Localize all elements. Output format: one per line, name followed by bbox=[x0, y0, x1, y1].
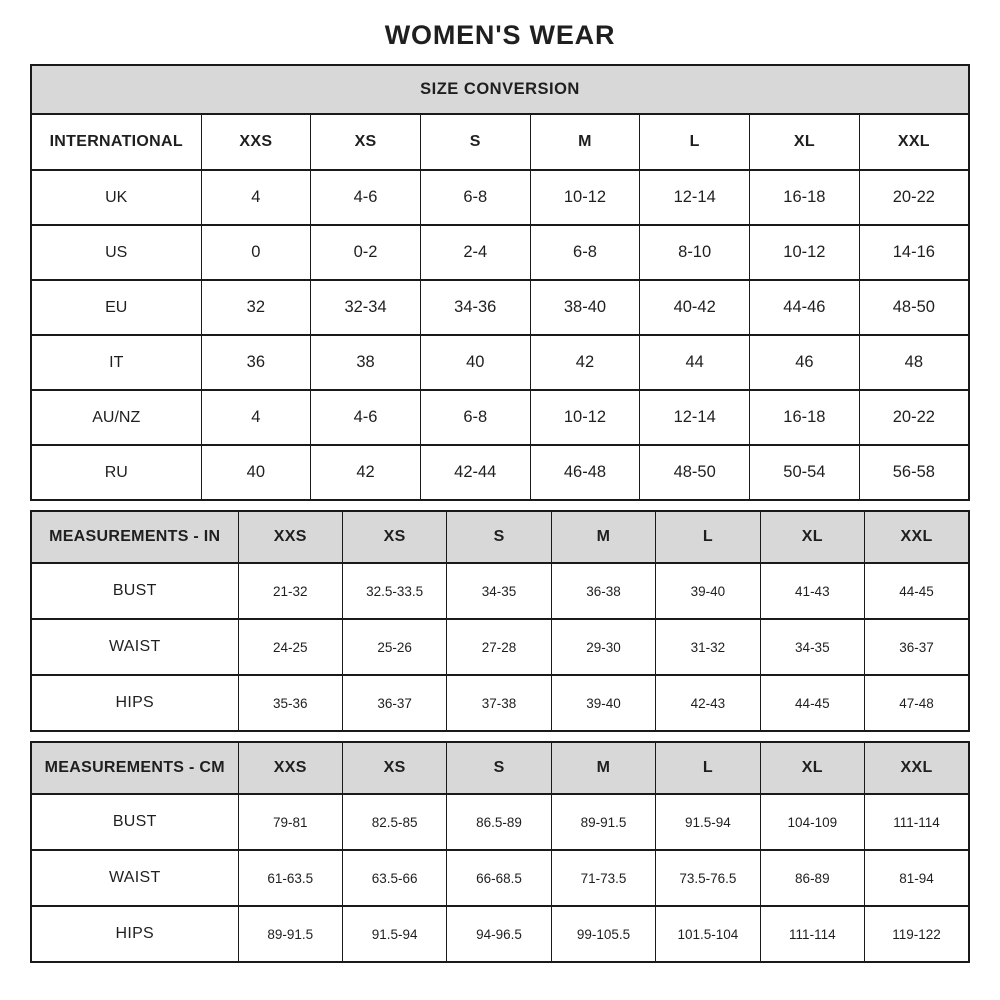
value-cell: 6-8 bbox=[420, 170, 530, 225]
value-cell: 21-32 bbox=[238, 563, 342, 619]
value-cell: 66-68.5 bbox=[447, 850, 551, 906]
table-row bbox=[31, 906, 969, 962]
value-cell: 20-22 bbox=[859, 390, 969, 445]
value-cell: 35-36 bbox=[238, 675, 342, 731]
corner-header-cell: INTERNATIONAL bbox=[31, 114, 201, 170]
value-cell: 104-109 bbox=[760, 794, 864, 850]
size-conversion-table bbox=[30, 64, 970, 501]
measurements-in-table bbox=[30, 510, 970, 732]
row-label-cell: RU bbox=[31, 445, 201, 500]
value-cell: 6-8 bbox=[420, 390, 530, 445]
table-row bbox=[31, 675, 969, 731]
value-cell: 89-91.5 bbox=[551, 794, 655, 850]
value-cell: 56-58 bbox=[859, 445, 969, 500]
value-cell: 47-48 bbox=[865, 675, 969, 731]
value-cell: 42 bbox=[311, 445, 421, 500]
value-cell: 8-10 bbox=[640, 225, 750, 280]
value-cell: 41-43 bbox=[760, 563, 864, 619]
value-cell: 10-12 bbox=[530, 170, 640, 225]
value-cell: 38 bbox=[311, 335, 421, 390]
value-cell: 50-54 bbox=[750, 445, 860, 500]
value-cell: 91.5-94 bbox=[342, 906, 446, 962]
value-cell: 32-34 bbox=[311, 280, 421, 335]
column-header-cell: S bbox=[420, 114, 530, 170]
value-cell: 4 bbox=[201, 170, 311, 225]
value-cell: 61-63.5 bbox=[238, 850, 342, 906]
table-row bbox=[31, 335, 969, 390]
value-cell: 34-35 bbox=[447, 563, 551, 619]
value-cell: 40 bbox=[420, 335, 530, 390]
column-header-cell: XXL bbox=[859, 114, 969, 170]
value-cell: 36-37 bbox=[342, 675, 446, 731]
row-label-cell: BUST bbox=[31, 794, 238, 850]
value-cell: 20-22 bbox=[859, 170, 969, 225]
table-title-cell: SIZE CONVERSION bbox=[31, 65, 969, 114]
table-row bbox=[31, 850, 969, 906]
row-label-cell: HIPS bbox=[31, 906, 238, 962]
value-cell: 27-28 bbox=[447, 619, 551, 675]
table-row bbox=[31, 742, 969, 794]
value-cell: 42 bbox=[530, 335, 640, 390]
table-row bbox=[31, 65, 969, 114]
value-cell: 31-32 bbox=[656, 619, 760, 675]
value-cell: 34-35 bbox=[760, 619, 864, 675]
value-cell: 16-18 bbox=[750, 390, 860, 445]
value-cell: 36-38 bbox=[551, 563, 655, 619]
column-header-cell: XS bbox=[342, 742, 446, 794]
table-title-cell: MEASUREMENTS - CM bbox=[31, 742, 238, 794]
value-cell: 36 bbox=[201, 335, 311, 390]
value-cell: 10-12 bbox=[530, 390, 640, 445]
row-label-cell: BUST bbox=[31, 563, 238, 619]
row-label-cell: IT bbox=[31, 335, 201, 390]
row-label-cell: AU/NZ bbox=[31, 390, 201, 445]
table-title-cell: MEASUREMENTS - IN bbox=[31, 511, 238, 563]
table-row bbox=[31, 794, 969, 850]
value-cell: 91.5-94 bbox=[656, 794, 760, 850]
value-cell: 46-48 bbox=[530, 445, 640, 500]
value-cell: 12-14 bbox=[640, 170, 750, 225]
row-label-cell: WAIST bbox=[31, 850, 238, 906]
row-label-cell: US bbox=[31, 225, 201, 280]
value-cell: 32.5-33.5 bbox=[342, 563, 446, 619]
column-header-cell: L bbox=[656, 742, 760, 794]
value-cell: 4-6 bbox=[311, 170, 421, 225]
value-cell: 40 bbox=[201, 445, 311, 500]
value-cell: 99-105.5 bbox=[551, 906, 655, 962]
value-cell: 0 bbox=[201, 225, 311, 280]
table-row bbox=[31, 170, 969, 225]
column-header-cell: M bbox=[551, 511, 655, 563]
value-cell: 32 bbox=[201, 280, 311, 335]
value-cell: 94-96.5 bbox=[447, 906, 551, 962]
table-row bbox=[31, 563, 969, 619]
value-cell: 81-94 bbox=[865, 850, 969, 906]
column-header-cell: S bbox=[447, 742, 551, 794]
value-cell: 73.5-76.5 bbox=[656, 850, 760, 906]
value-cell: 44-46 bbox=[750, 280, 860, 335]
table-row bbox=[31, 619, 969, 675]
value-cell: 39-40 bbox=[656, 563, 760, 619]
value-cell: 111-114 bbox=[760, 906, 864, 962]
value-cell: 10-12 bbox=[750, 225, 860, 280]
column-header-cell: XS bbox=[342, 511, 446, 563]
value-cell: 6-8 bbox=[530, 225, 640, 280]
column-header-cell: S bbox=[447, 511, 551, 563]
column-header-cell: XS bbox=[311, 114, 421, 170]
value-cell: 48-50 bbox=[640, 445, 750, 500]
value-cell: 25-26 bbox=[342, 619, 446, 675]
value-cell: 44-45 bbox=[760, 675, 864, 731]
value-cell: 40-42 bbox=[640, 280, 750, 335]
column-header-cell: M bbox=[551, 742, 655, 794]
value-cell: 4-6 bbox=[311, 390, 421, 445]
measurements-cm-table bbox=[30, 741, 970, 963]
column-header-cell: M bbox=[530, 114, 640, 170]
value-cell: 34-36 bbox=[420, 280, 530, 335]
value-cell: 86-89 bbox=[760, 850, 864, 906]
value-cell: 42-43 bbox=[656, 675, 760, 731]
table-row bbox=[31, 390, 969, 445]
value-cell: 2-4 bbox=[420, 225, 530, 280]
value-cell: 38-40 bbox=[530, 280, 640, 335]
value-cell: 111-114 bbox=[865, 794, 969, 850]
value-cell: 101.5-104 bbox=[656, 906, 760, 962]
value-cell: 14-16 bbox=[859, 225, 969, 280]
value-cell: 63.5-66 bbox=[342, 850, 446, 906]
value-cell: 39-40 bbox=[551, 675, 655, 731]
column-header-cell: L bbox=[656, 511, 760, 563]
table-row bbox=[31, 511, 969, 563]
column-header-cell: XL bbox=[750, 114, 860, 170]
row-label-cell: WAIST bbox=[31, 619, 238, 675]
value-cell: 82.5-85 bbox=[342, 794, 446, 850]
page-title: WOMEN'S WEAR bbox=[384, 20, 616, 50]
column-header-cell: XXS bbox=[238, 742, 342, 794]
value-cell: 12-14 bbox=[640, 390, 750, 445]
value-cell: 48 bbox=[859, 335, 969, 390]
value-cell: 44-45 bbox=[865, 563, 969, 619]
value-cell: 48-50 bbox=[859, 280, 969, 335]
value-cell: 29-30 bbox=[551, 619, 655, 675]
table-row bbox=[31, 114, 969, 170]
column-header-cell: XL bbox=[760, 742, 864, 794]
value-cell: 37-38 bbox=[447, 675, 551, 731]
value-cell: 79-81 bbox=[238, 794, 342, 850]
column-header-cell: XXL bbox=[865, 511, 969, 563]
value-cell: 16-18 bbox=[750, 170, 860, 225]
column-header-cell: XL bbox=[760, 511, 864, 563]
value-cell: 4 bbox=[201, 390, 311, 445]
table-row bbox=[31, 280, 969, 335]
value-cell: 46 bbox=[750, 335, 860, 390]
value-cell: 44 bbox=[640, 335, 750, 390]
column-header-cell: L bbox=[640, 114, 750, 170]
value-cell: 89-91.5 bbox=[238, 906, 342, 962]
table-row bbox=[31, 225, 969, 280]
value-cell: 36-37 bbox=[865, 619, 969, 675]
value-cell: 24-25 bbox=[238, 619, 342, 675]
value-cell: 86.5-89 bbox=[447, 794, 551, 850]
row-label-cell: UK bbox=[31, 170, 201, 225]
value-cell: 42-44 bbox=[420, 445, 530, 500]
column-header-cell: XXL bbox=[865, 742, 969, 794]
value-cell: 71-73.5 bbox=[551, 850, 655, 906]
value-cell: 119-122 bbox=[865, 906, 969, 962]
column-header-cell: XXS bbox=[238, 511, 342, 563]
value-cell: 0-2 bbox=[311, 225, 421, 280]
table-row bbox=[31, 445, 969, 500]
row-label-cell: EU bbox=[31, 280, 201, 335]
column-header-cell: XXS bbox=[201, 114, 311, 170]
row-label-cell: HIPS bbox=[31, 675, 238, 731]
